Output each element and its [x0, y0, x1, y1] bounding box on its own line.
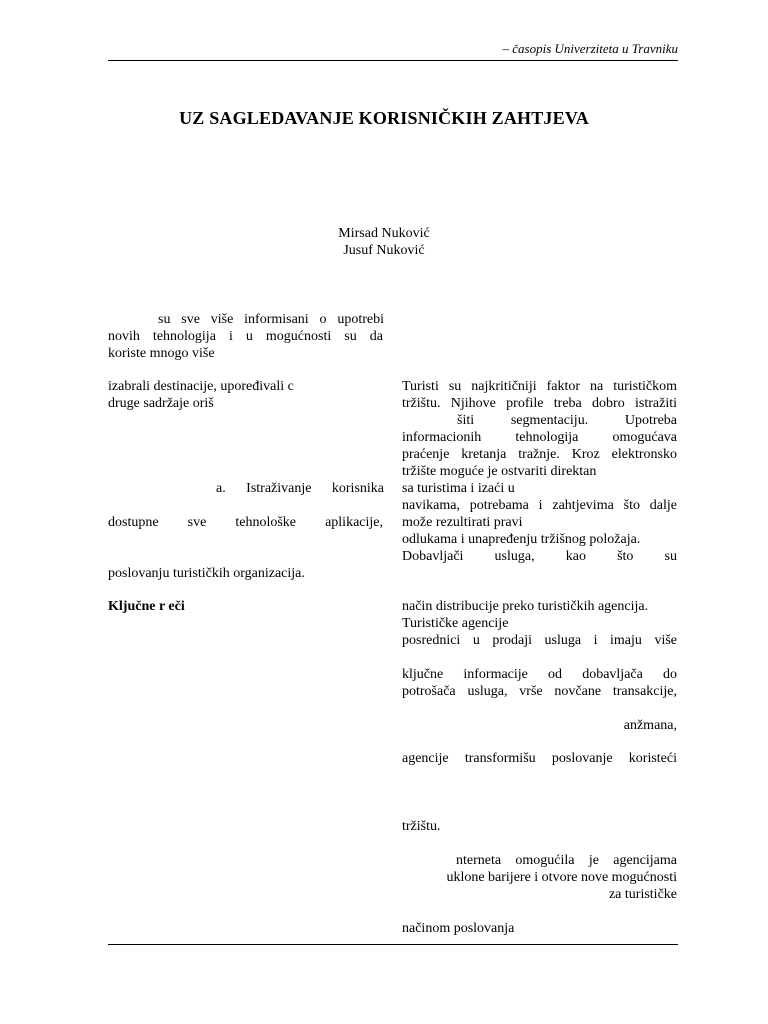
author-name: Mirsad Nuković — [338, 226, 430, 241]
right-text-line: anžmana, — [623, 718, 677, 733]
right-text-line: navikama, potrebama i zahtjevima što dalje — [402, 498, 677, 513]
left-text-line: koriste mnogo više — [108, 346, 215, 361]
footer-rule — [108, 944, 678, 945]
right-text-line: nterneta omogućila je agencijama — [456, 853, 677, 868]
right-text-line: tržište moguće je ostvariti direktan — [402, 464, 597, 479]
left-text-line: novih tehnologija i u mogućnosti su da — [108, 329, 383, 344]
right-text-line: ključne informacije od dobavljača do — [402, 667, 677, 682]
left-text-line: su sve više informisani o upotrebi — [158, 312, 384, 327]
right-text-line: sa turistima i izaći u — [402, 481, 515, 496]
right-text-line: Turisti su najkritičniji faktor na turističkom — [402, 379, 677, 394]
left-text-line: a. Istraživanje korisnika — [216, 481, 384, 496]
left-text-line: dostupne sve tehnološke aplikacije, — [108, 515, 383, 530]
right-text-line: odlukama i unapređenju tržišnog položaja. — [402, 532, 641, 547]
header-rule — [108, 60, 678, 61]
right-text-line: Dobavljači usluga, kao što su — [402, 549, 677, 564]
right-text-line: posrednici u prodaji usluga i imaju više — [402, 633, 677, 648]
right-text-line: agencije transformišu poslovanje koristeći — [402, 751, 677, 766]
left-text-line: poslovanju turističkih organizacija. — [108, 566, 305, 581]
left-text-line: izabrali destinacije, upoređivali c — [108, 379, 294, 394]
right-text-line: način distribucije preko turističkih agencija. — [402, 599, 649, 614]
right-text-line: praćenje kretanja tražnje. Kroz elektronsko — [402, 447, 677, 462]
journal-header: – časopis Univerziteta u Travniku — [502, 41, 678, 56]
article-title: UZ SAGLEDAVANJE KORISNIČKIH ZAHTJEVA — [179, 108, 589, 128]
right-text-line: informacionih tehnologija omogućava — [402, 430, 677, 445]
right-text-line: za turističke — [608, 887, 677, 902]
right-text-line: tržištu. — [402, 819, 441, 834]
keywords-label: Ključne r eči — [108, 599, 185, 614]
right-text-line: potrošača usluga, vrše novčane transakcije, — [402, 684, 677, 699]
right-text-line: može rezultirati pravi — [402, 515, 523, 530]
author-name: Jusuf Nuković — [343, 243, 425, 258]
left-text-line: druge sadržaje oriš — [108, 396, 214, 411]
right-text-line: načinom poslovanja — [402, 921, 515, 936]
right-text-line: Turističke agencije — [402, 616, 509, 631]
right-text-line: šiti segmentaciju. Upotreba — [457, 413, 677, 428]
right-text-line: uklone barijere i otvore nove mogućnosti — [446, 870, 677, 885]
right-text-line: tržištu. Njihove profile treba dobro istražiti — [402, 396, 677, 411]
